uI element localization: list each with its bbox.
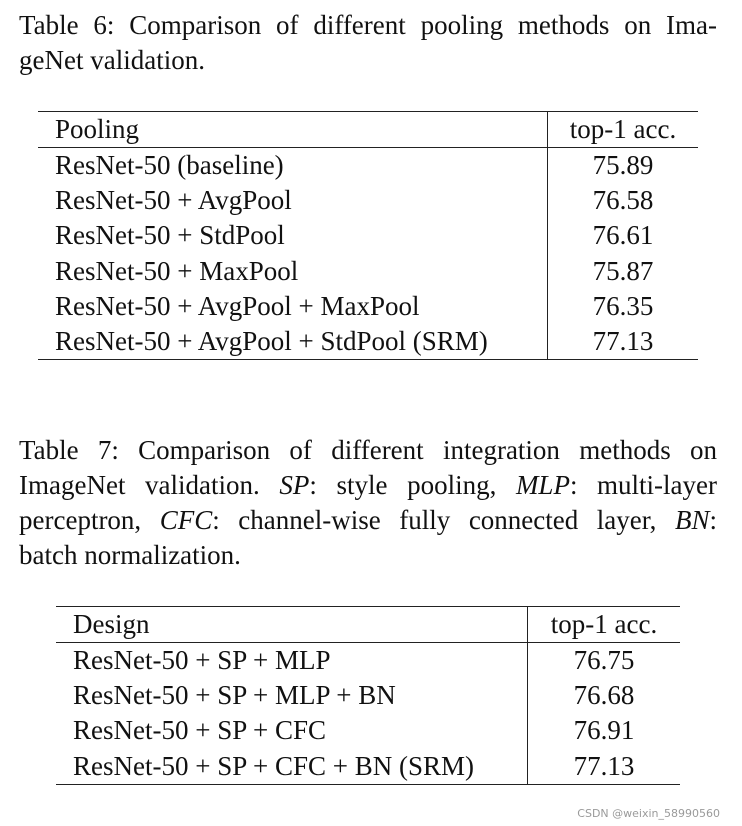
table-7 — [56, 606, 680, 785]
row-label: ResNet-50 (baseline) — [55, 150, 284, 181]
table-row — [38, 183, 698, 218]
caption-line: ImageNet validation. SP: style pooling, MLP: multi-layer — [19, 470, 717, 500]
caption-line: perceptron, CFC: channel-wise fully connected layer, BN: — [19, 505, 718, 535]
row-label: ResNet-50 + AvgPool — [55, 185, 292, 216]
column-header-design: Design — [73, 609, 150, 639]
column-header-accuracy: top-1 acc. — [548, 112, 699, 148]
row-label: ResNet-50 + AvgPool + MaxPool — [55, 290, 420, 321]
row-accuracy: 76.91 — [528, 713, 681, 748]
caption-line: Table 6: Comparison of different pooling methods on Ima- — [19, 10, 717, 40]
table-row — [56, 749, 680, 785]
row-accuracy: 77.13 — [548, 324, 699, 360]
table-row — [38, 289, 698, 324]
row-accuracy: 77.13 — [528, 749, 681, 785]
table-7-body — [56, 643, 680, 785]
table-row — [38, 324, 698, 360]
row-accuracy: 75.89 — [548, 148, 699, 184]
table-row — [38, 254, 698, 289]
table-header-row — [38, 112, 698, 148]
caption-line: Table 7: Comparison of different integration methods on — [19, 435, 717, 465]
row-accuracy: 75.87 — [548, 254, 699, 289]
row-label: ResNet-50 + SP + CFC + BN (SRM) — [56, 749, 528, 785]
table-7-caption — [19, 433, 717, 573]
table-6-body — [38, 148, 698, 360]
table-row — [38, 218, 698, 253]
row-accuracy: 76.75 — [528, 643, 681, 679]
row-accuracy: 76.68 — [528, 678, 681, 713]
row-label: ResNet-50 + SP + MLP — [73, 645, 331, 676]
row-label: ResNet-50 + SP + CFC — [73, 715, 326, 746]
table-header-row — [56, 607, 680, 643]
caption-line: batch normalization. — [19, 540, 241, 570]
column-header-pooling: Pooling — [55, 114, 140, 144]
row-accuracy: 76.61 — [548, 218, 699, 253]
table-row — [56, 643, 680, 679]
table-row — [56, 713, 680, 748]
table-6 — [38, 111, 698, 360]
row-accuracy: 76.58 — [548, 183, 699, 218]
row-label: ResNet-50 + MaxPool — [55, 255, 299, 286]
table-row — [56, 678, 680, 713]
row-label: ResNet-50 + AvgPool + StdPool (SRM) — [38, 324, 548, 360]
caption-line: geNet validation. — [19, 45, 205, 75]
table-row — [38, 148, 698, 184]
column-header-accuracy: top-1 acc. — [528, 607, 681, 643]
row-label: ResNet-50 + SP + MLP + BN — [73, 680, 396, 711]
row-label: ResNet-50 + StdPool — [55, 220, 285, 251]
watermark: CSDN @weixin_58990560 — [577, 807, 720, 820]
row-accuracy: 76.35 — [548, 289, 699, 324]
table-6-caption — [19, 8, 717, 78]
